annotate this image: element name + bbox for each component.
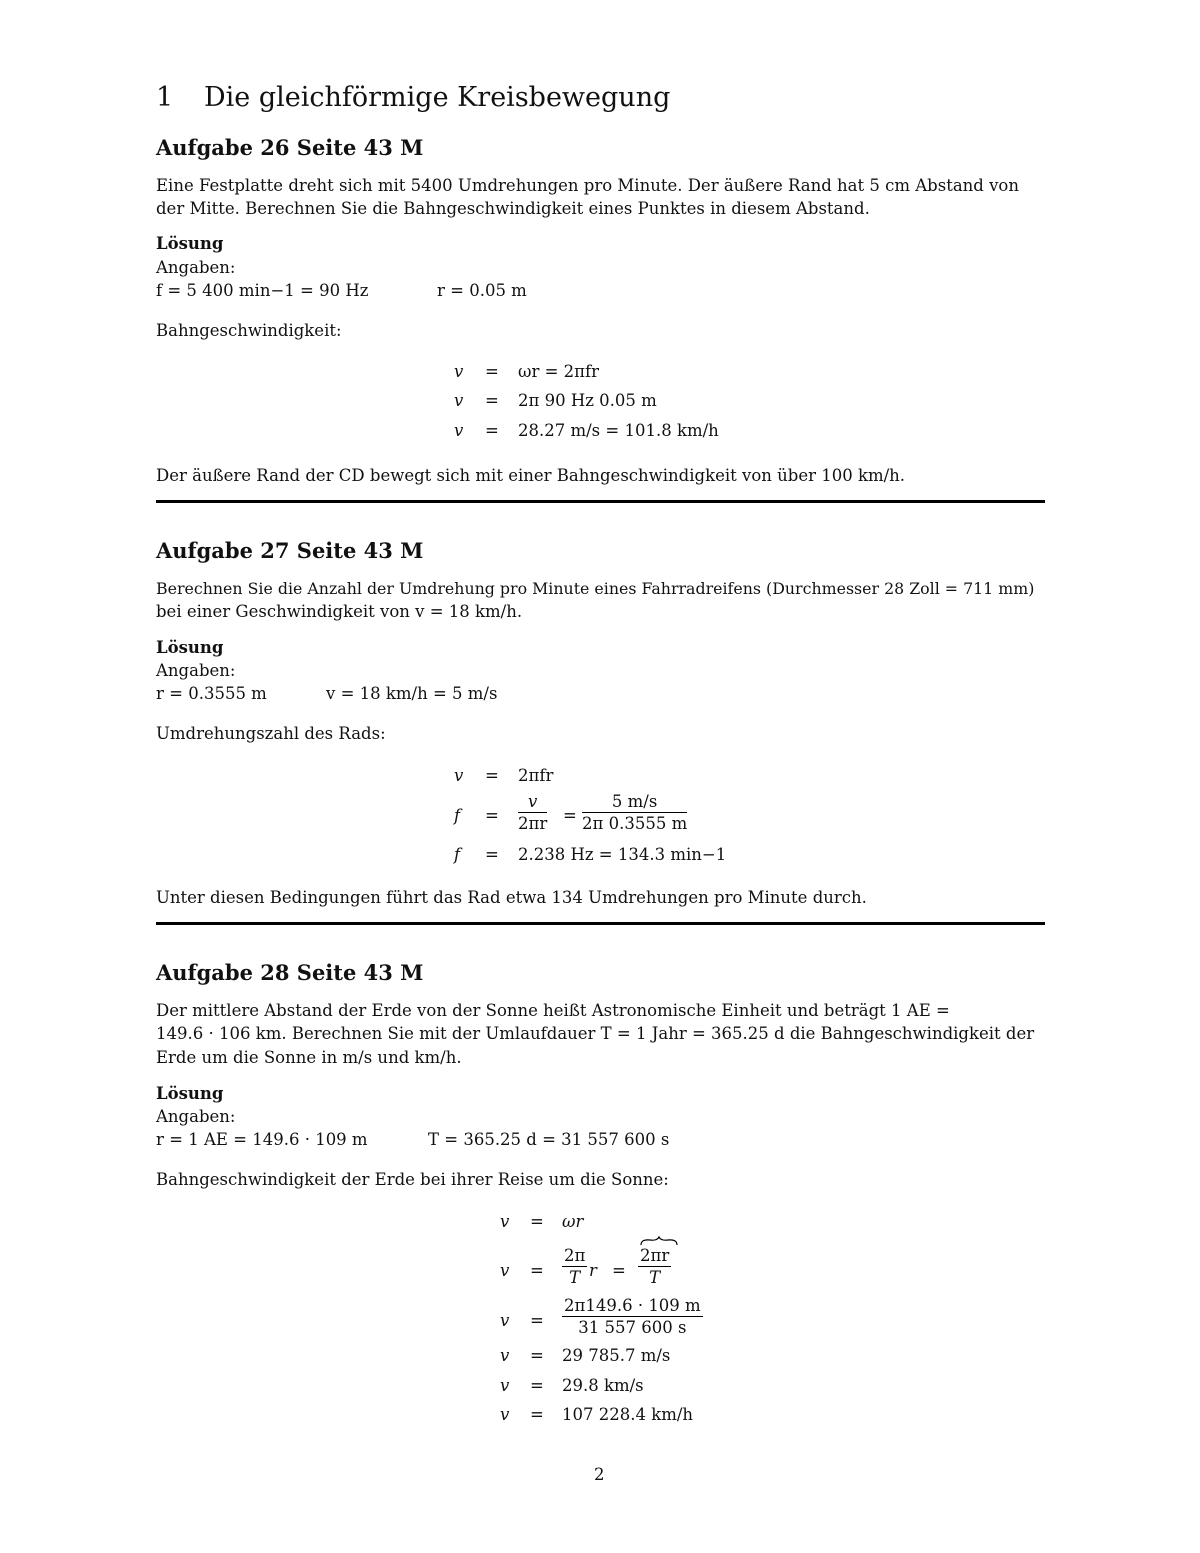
a28-eq1-rhs: ωr — [562, 1212, 584, 1231]
a28-given-r: r = 1 AE = 149.6 · 109 m — [156, 1130, 368, 1149]
a27-text-line2: bei einer Geschwindigkeit von v = 18 km/h. — [156, 602, 523, 621]
a27-eq1-rhs: 2πfr — [518, 766, 554, 785]
a26-given-f: f = 5 400 min−1 = 90 Hz — [156, 281, 369, 300]
a28-eq6-lhs: v — [500, 1405, 510, 1424]
a26-angaben: Angaben: — [156, 258, 236, 277]
a28-eq6-rhs: 107 228.4 km/h — [562, 1405, 694, 1424]
a27-eq2-equals: = — [485, 806, 499, 825]
a28-eq4-lhs: v — [500, 1346, 510, 1365]
a27-eq3-rhs: 2.238 Hz = 134.3 min−1 — [518, 845, 727, 864]
a27-divider — [156, 922, 1045, 925]
section-title: Die gleichförmige Kreisbewegung — [204, 82, 671, 113]
a26-eq2-rhs: 2π 90 Hz 0.05 m — [518, 391, 657, 410]
a28-text-line2: 149.6 · 106 km. Berechnen Sie mit der Umlaufdauer T = 1 Jahr = 365.25 d die Bahngeschwindigkeit der — [156, 1024, 1035, 1043]
a28-eq2-after: r — [589, 1261, 597, 1280]
a26-eq3-rhs: 28.27 m/s = 101.8 km/h — [518, 421, 719, 440]
a28-eq2-frac2-denominator: T — [649, 1268, 661, 1287]
a27-eq3-lhs: f — [454, 845, 461, 864]
a26-given-r: r = 0.05 m — [437, 281, 527, 300]
a28-loesung: Lösung — [156, 1084, 224, 1103]
a26-text-line2: der Mitte. Berechnen Sie die Bahngeschwindigkeit eines Punktes in diesem Abstand. — [156, 199, 870, 218]
a28-eq2-lhs: v — [500, 1261, 510, 1280]
a28-eq3-numerator: 2π149.6 · 109 m — [564, 1296, 701, 1315]
a28-label: Bahngeschwindigkeit der Erde bei ihrer Reise um die Sonne: — [156, 1170, 669, 1189]
a26-eq2-equals: = — [485, 391, 499, 410]
a27-eq2-frac1-denominator: 2πr — [518, 814, 548, 833]
a26-eq3-equals: = — [485, 421, 499, 440]
a26-eq1-rhs: ωr = 2πfr — [518, 362, 599, 381]
a27-eq2-fraction1 — [518, 792, 547, 833]
a27-eq1-equals: = — [485, 766, 499, 785]
a27-eq2-lhs: f — [454, 806, 461, 825]
a28-eq1-lhs: v — [500, 1212, 510, 1231]
a28-eq2-equals: = — [530, 1261, 544, 1280]
a28-text-line1: Der mittlere Abstand der Erde von der Sonne heißt Astronomische Einheit und beträgt 1 AE = — [156, 1001, 950, 1020]
a26-divider — [156, 500, 1045, 503]
a28-eq3-denominator: 31 557 600 s — [578, 1318, 687, 1337]
overbrace-icon — [640, 1236, 678, 1246]
a28-text-line3: Erde um die Sonne in m/s und km/h. — [156, 1048, 462, 1067]
a28-given-T: T = 365.25 d = 31 557 600 s — [428, 1130, 670, 1149]
a27-loesung: Lösung — [156, 638, 224, 657]
a27-conclusion: Unter diesen Bedingungen führt das Rad etwa 134 Umdrehungen pro Minute durch. — [156, 888, 867, 907]
a27-given-r: r = 0.3555 m — [156, 684, 267, 703]
a26-loesung: Lösung — [156, 234, 224, 253]
a27-text-line1: Berechnen Sie die Anzahl der Umdrehung pro Minute eines Fahrradreifens (Durchmesser 28 Zoll = 711 mm) — [156, 579, 1035, 598]
a26-label: Bahngeschwindigkeit: — [156, 321, 342, 340]
a26-eq1-lhs: v — [454, 362, 464, 381]
a26-heading: Aufgabe 26 Seite 43 M — [156, 135, 424, 160]
a27-angaben: Angaben: — [156, 661, 236, 680]
a27-eq2-frac2-numerator: 5 m/s — [582, 792, 687, 813]
a28-angaben: Angaben: — [156, 1107, 236, 1126]
a28-heading: Aufgabe 28 Seite 43 M — [156, 960, 424, 985]
a28-eq1-equals: = — [530, 1212, 544, 1231]
a28-eq2-equals2: = — [612, 1261, 626, 1280]
a26-eq2-lhs: v — [454, 391, 464, 410]
a28-eq5-equals: = — [530, 1376, 544, 1395]
a27-eq2-equals2: = — [563, 806, 577, 825]
a28-eq2-frac1-denominator: T — [569, 1268, 581, 1287]
a28-eq4-rhs: 29 785.7 m/s — [562, 1346, 671, 1365]
a28-eq4-equals: = — [530, 1346, 544, 1365]
a28-eq5-lhs: v — [500, 1376, 510, 1395]
a27-eq2-frac2-denominator: 2π 0.3555 m — [582, 814, 688, 833]
a28-eq2-fraction1 — [562, 1246, 587, 1287]
a28-eq5-rhs: 29.8 km/s — [562, 1376, 644, 1395]
a28-eq2-frac1-numerator: 2π — [564, 1246, 586, 1265]
a27-label: Umdrehungszahl des Rads: — [156, 724, 386, 743]
a27-eq1-lhs: v — [454, 766, 464, 785]
section-number: 1 — [156, 82, 174, 113]
a27-eq2-frac1-numerator: v — [518, 792, 547, 813]
a28-eq3-fraction — [562, 1296, 703, 1337]
a27-eq3-equals: = — [485, 845, 499, 864]
a28-eq6-equals: = — [530, 1405, 544, 1424]
a26-conclusion: Der äußere Rand der CD bewegt sich mit einer Bahngeschwindigkeit von über 100 km/h. — [156, 466, 906, 485]
a27-heading: Aufgabe 27 Seite 43 M — [156, 538, 424, 563]
a28-eq3-equals: = — [530, 1311, 544, 1330]
a28-eq3-lhs: v — [500, 1311, 510, 1330]
page-number: 2 — [594, 1465, 605, 1484]
a26-eq1-equals: = — [485, 362, 499, 381]
a27-eq2-fraction2 — [582, 792, 687, 833]
a27-given-v: v = 18 km/h = 5 m/s — [326, 684, 498, 703]
a26-text-line1: Eine Festplatte dreht sich mit 5400 Umdrehungen pro Minute. Der äußere Rand hat 5 cm Abstand von — [156, 176, 1019, 195]
a28-eq2-fraction2 — [638, 1246, 671, 1287]
a28-eq2-frac2-numerator: 2πr — [640, 1246, 670, 1265]
a26-eq3-lhs: v — [454, 421, 464, 440]
